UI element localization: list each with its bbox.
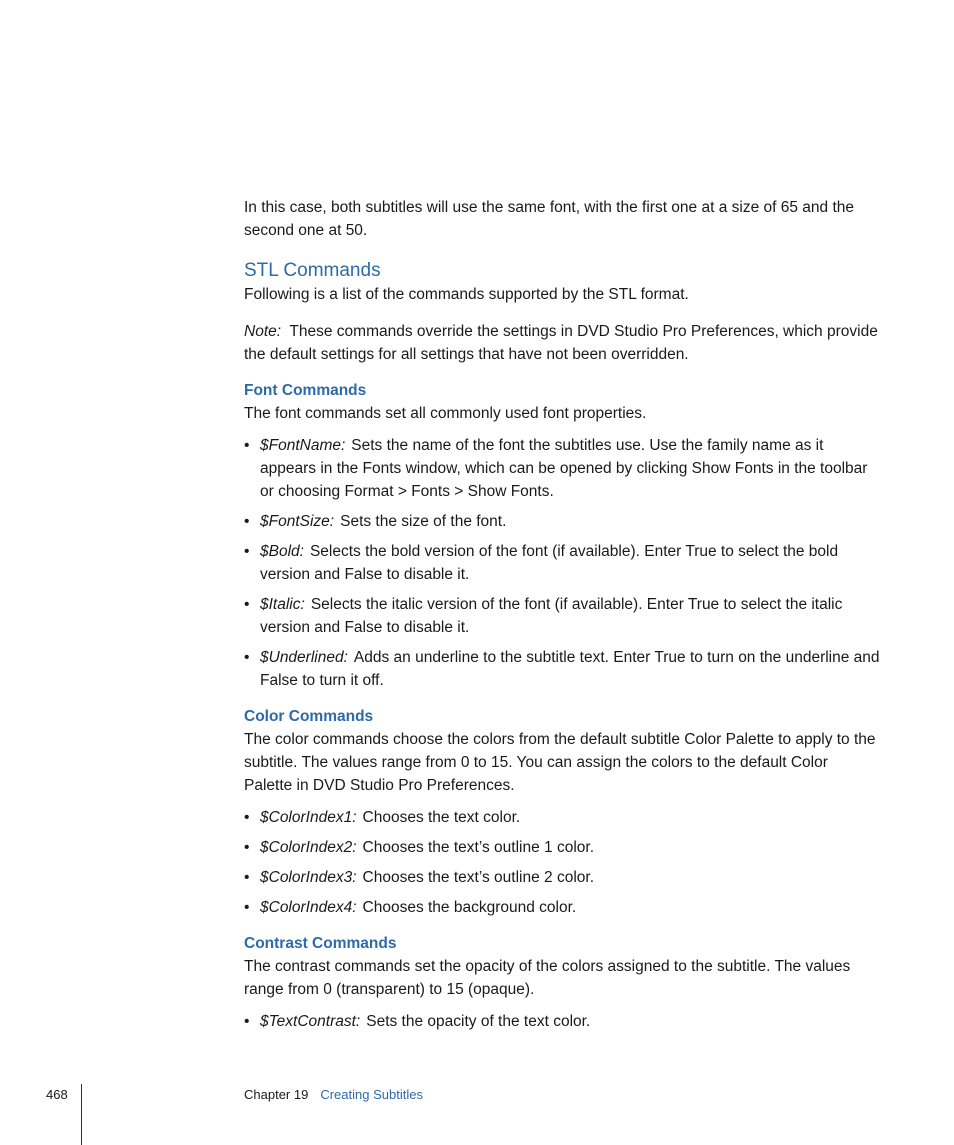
page-content [244,196,880,1047]
stl-commands-heading: STL Commands [244,260,381,281]
command-term: $ColorIndex4: [260,899,357,916]
command-term: $Underlined: [260,649,348,666]
command-description: Sets the size of the font. [340,513,507,530]
footer-divider [81,1084,82,1145]
command-term: $ColorIndex3: [260,869,357,886]
command-term: $ColorIndex1: [260,809,357,826]
list-item [244,836,880,859]
chapter-title-link[interactable]: Creating Subtitles [320,1087,423,1102]
list-item [244,540,880,586]
bullet: • [244,869,250,886]
command-description: Adds an underline to the subtitle text. Enter True to turn on the underline and False to turn it off. [260,649,880,689]
color-commands-heading: Color Commands [244,708,374,725]
footer-chapter [244,1086,423,1104]
list-item [244,593,880,639]
note-label: Note: [244,323,282,340]
bullet: • [244,596,250,613]
font-commands-heading: Font Commands [244,382,367,399]
font-commands-text: The font commands set all commonly used font properties. [244,405,647,422]
page-number: 468 [46,1087,68,1102]
bullet: • [244,649,250,666]
bullet: • [244,1013,250,1030]
color-commands-list [244,806,880,919]
bullet: • [244,543,250,560]
command-description: Chooses the text’s outline 1 color. [362,839,595,856]
bullet: • [244,437,250,454]
list-item [244,510,880,533]
command-term: $FontSize: [260,513,335,530]
note-paragraph [244,320,880,366]
command-description: Chooses the text color. [362,809,521,826]
command-description: Chooses the background color. [362,899,577,916]
command-description: Sets the name of the font the subtitles use. Use the family name as it appears in the Fonts window, which can be opened by clicking Show Fonts in the toolbar or choosing Format > Fonts > Show Fonts. [260,437,868,500]
note-text: These commands override the settings in DVD Studio Pro Preferences, which provide the default settings for all settings that have not been overridden. [244,323,878,363]
chapter-label: Chapter 19 [244,1087,309,1102]
bullet: • [244,513,250,530]
list-item [244,434,880,503]
list-item [244,866,880,889]
command-description: Chooses the text’s outline 2 color. [362,869,595,886]
font-commands-list [244,434,880,692]
command-term: $Italic: [260,596,305,613]
bullet: • [244,809,250,826]
contrast-commands-heading: Contrast Commands [244,935,397,952]
intro-paragraph: In this case, both subtitles will use the same font, with the first one at a size of 65 and the second one at 50. [244,199,855,239]
color-commands-text: The color commands choose the colors from the default subtitle Color Palette to apply to the subtitle. The values range from 0 to 15. You can assign the colors to the default Color Palette in DVD Studio Pro Preferences. [244,731,876,794]
command-description: Selects the italic version of the font (if available). Enter True to select the italic version and False to disable it. [260,596,843,636]
contrast-commands-list [244,1010,880,1033]
command-description: Sets the opacity of the text color. [366,1013,591,1030]
command-term: $ColorIndex2: [260,839,357,856]
contrast-commands-text: The contrast commands set the opacity of the colors assigned to the subtitle. The values range from 0 (transparent) to 15 (opaque). [244,958,851,998]
bullet: • [244,839,250,856]
command-term: $Bold: [260,543,304,560]
stl-intro-text: Following is a list of the commands supported by the STL format. [244,286,689,303]
command-term: $TextContrast: [260,1013,361,1030]
command-term: $FontName: [260,437,346,454]
list-item [244,646,880,692]
list-item [244,1010,880,1033]
command-description: Selects the bold version of the font (if available). Enter True to select the bold version and False to disable it. [260,543,839,583]
list-item [244,896,880,919]
bullet: • [244,899,250,916]
list-item [244,806,880,829]
